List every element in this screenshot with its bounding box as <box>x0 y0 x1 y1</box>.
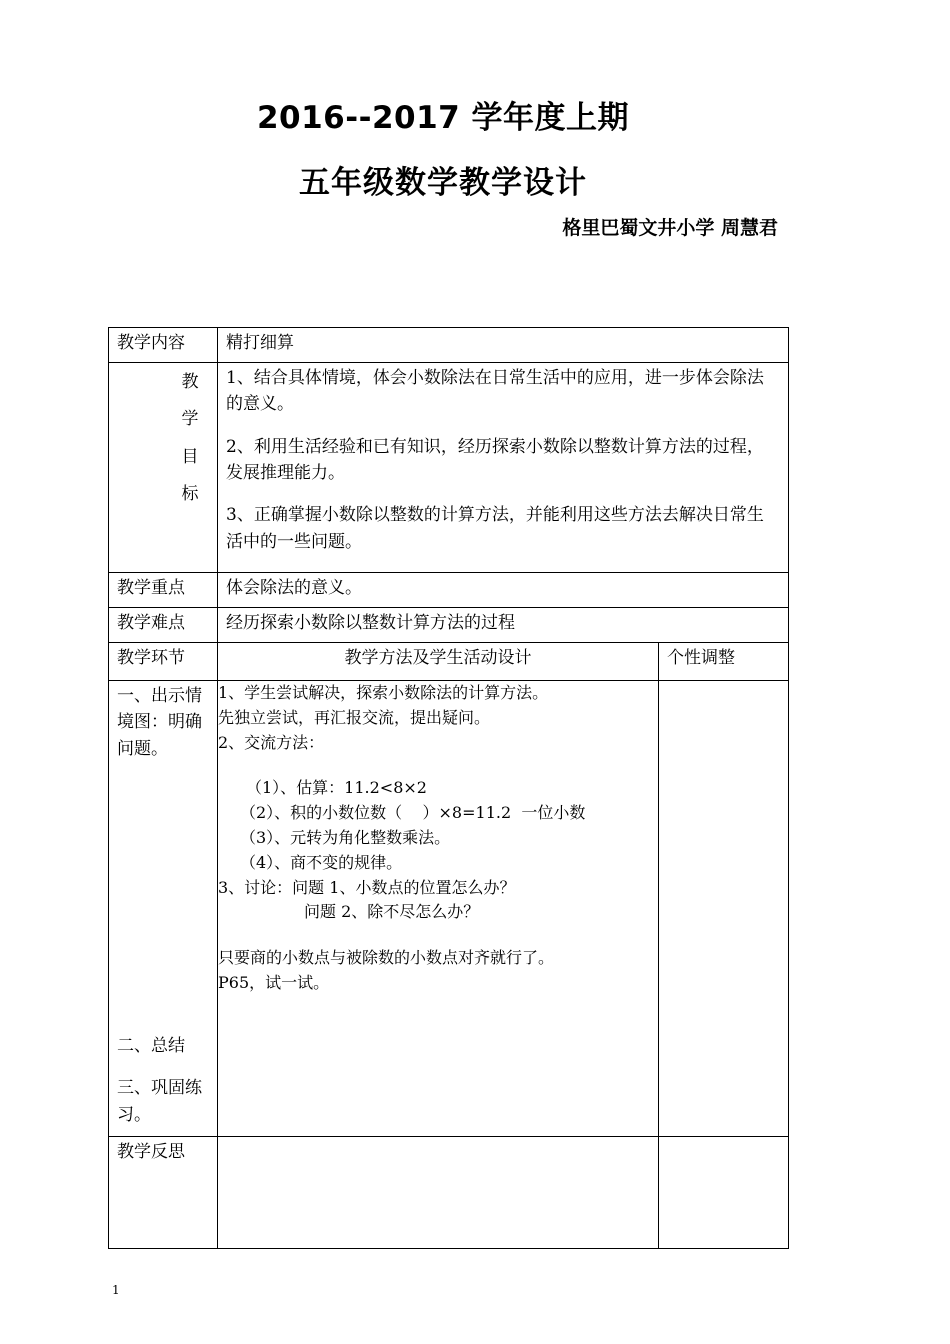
stage-1: 一、出示情境图：明确问题。 <box>117 686 202 759</box>
stage-spacer <box>117 1059 209 1075</box>
row-teaching-process <box>109 681 789 1137</box>
adjust-column <box>659 681 789 1137</box>
row-content <box>109 328 789 363</box>
row-column-headers <box>109 643 789 681</box>
method-gap <box>218 925 658 946</box>
row-key-point <box>109 573 789 608</box>
header-adjust: 个性调整 <box>659 643 789 681</box>
method-line: （1）、估算：11.2<8×2 <box>246 778 427 798</box>
objectives-label-char: 教 <box>181 372 199 392</box>
method-column <box>218 681 659 1137</box>
method-line: （3）、元转为角化整数乘法。 <box>240 827 451 847</box>
objective-item: 3、正确掌握小数除以整数的计算方法，并能利用这些方法去解决日常生活中的一些问题。 <box>226 505 764 552</box>
stage-2: 二、总结 <box>117 1036 185 1057</box>
content-label: 教学内容 <box>109 328 218 363</box>
author-line: 格里巴蜀文井小学 周慧君 <box>562 217 778 239</box>
objective-item: 2、利用生活经验和已有知识，经历探索小数除以整数计算方法的过程，发展推理能力。 <box>226 436 764 484</box>
method-gap <box>218 755 658 776</box>
method-line: 先独立尝试，再汇报交流，提出疑问。 <box>218 707 491 727</box>
row-reflection <box>109 1137 789 1249</box>
lesson-plan-table <box>108 327 789 1249</box>
row-difficulty <box>109 608 789 643</box>
objectives-label-char: 标 <box>181 484 199 505</box>
reflection-content <box>218 1137 659 1249</box>
header-stage: 教学环节 <box>109 643 218 681</box>
key-value: 体会除法的意义。 <box>218 573 789 608</box>
method-line: P65，试一试。 <box>218 972 330 992</box>
method-line: 问题 2、除不尽怎么办？ <box>304 902 480 922</box>
content-value: 精打细算 <box>218 328 789 363</box>
method-line: 3、讨论：问题 1、小数点的位置怎么办？ <box>218 877 516 897</box>
objectives-list <box>218 363 789 573</box>
reflection-label: 教学反思 <box>109 1137 218 1249</box>
method-line: （2）、积的小数位数（ ）×8=11.2 一位小数 <box>240 803 586 823</box>
objectives-label-char: 学 <box>181 409 199 430</box>
page-number: 1 <box>112 1283 120 1297</box>
stage-column <box>109 681 218 1137</box>
stage-3: 三、巩固练习。 <box>117 1078 202 1125</box>
document-title-line1: 2016--2017 学年度上期 <box>256 100 630 136</box>
difficulty-label: 教学难点 <box>109 608 218 643</box>
difficulty-value: 经历探索小数除以整数计算方法的过程 <box>218 608 789 643</box>
method-line: 只要商的小数点与被除数的小数点对齐就行了。 <box>218 948 555 968</box>
header-method: 教学方法及学生活动设计 <box>218 643 659 681</box>
objective-item: 1、结合具体情境，体会小数除法在日常生活中的应用，进一步体会除法的意义。 <box>226 368 764 415</box>
reflection-adjust <box>659 1137 789 1249</box>
method-line: 1、学生尝试解决，探索小数除法的计算方法。 <box>218 683 549 702</box>
key-label: 教学重点 <box>109 573 218 608</box>
document-title-line2: 五年级数学教学设计 <box>299 165 587 201</box>
stage-spacer <box>117 762 209 1033</box>
objectives-label-char: 目 <box>181 446 199 467</box>
row-objectives <box>109 363 789 573</box>
method-line: （4）、商不变的规律。 <box>240 852 403 872</box>
method-line: 2、交流方法： <box>218 732 325 752</box>
objectives-label <box>109 363 218 573</box>
